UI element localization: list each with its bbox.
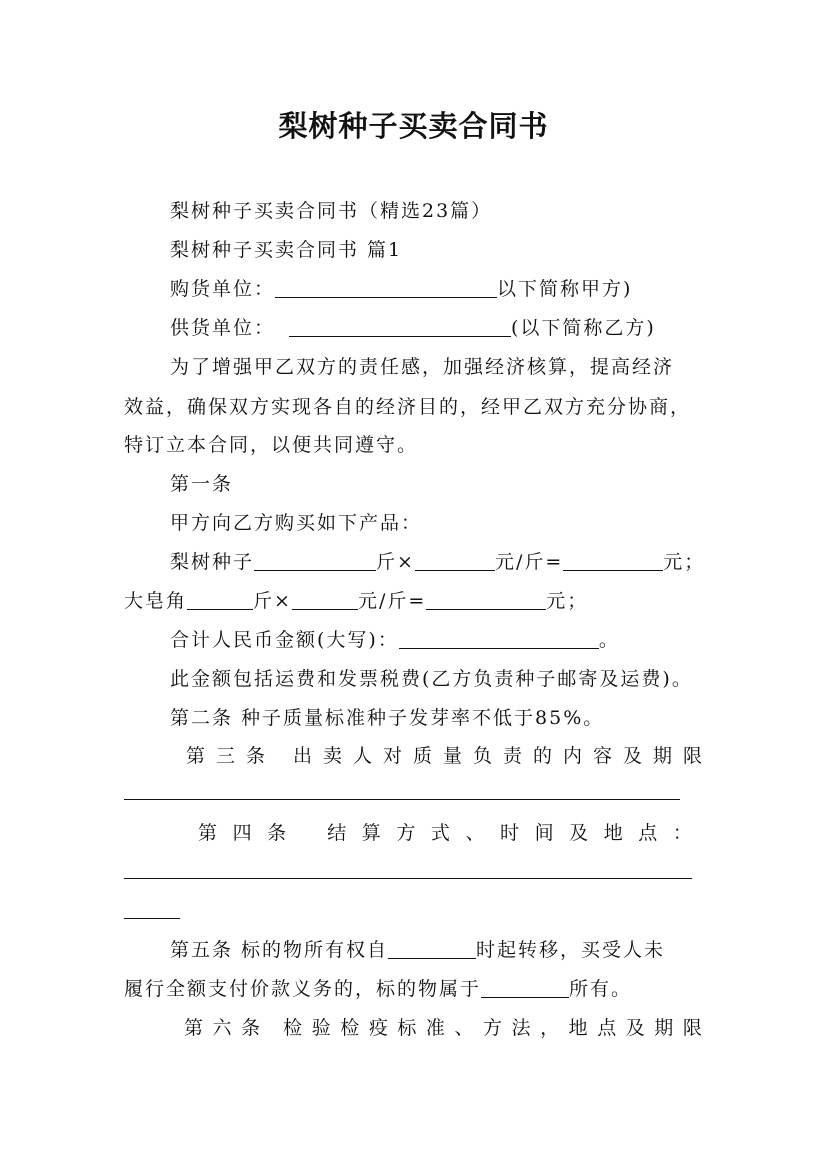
- intro-line-1: 为了增强甲乙双方的责任感，加强经济核算，提高经济: [170, 356, 675, 378]
- document-title: 梨树种子买卖合同书: [278, 109, 549, 143]
- fee-note: 此金额包括运费和发票税费(乙方负责种子邮寄及运费)。: [170, 668, 693, 690]
- seller-line: [170, 315, 656, 341]
- article-6-heading: 第 六 条 检 验 检 疫 标 准 、 方 法 ， 地 点 及 期 限: [184, 1017, 702, 1039]
- article-5-time-blank: [388, 938, 476, 959]
- item-1-name: 梨树种子: [170, 551, 255, 573]
- intro-line-3: 特订立本合同，以便共同遵守。: [124, 434, 419, 456]
- item-1-line: [170, 549, 705, 575]
- article-5-prefix: 第五条 标的物所有权自: [170, 939, 389, 961]
- seller-suffix: (以下简称乙方): [511, 317, 656, 339]
- seller-label: 供货单位：: [170, 317, 276, 339]
- article-4-heading: 第 四 条 结 算 方 式 、 时 间 及 地 点 ：: [198, 822, 692, 844]
- item-2-name: 大皂角: [124, 590, 188, 612]
- buyer-label: 购货单位：: [170, 278, 276, 300]
- item-2-price-unit: 元/斤=: [357, 590, 427, 612]
- article-4-blank: [124, 878, 692, 879]
- buyer-suffix: 以下简称甲方): [497, 278, 633, 300]
- article-3-heading: 第 三 条 出 卖 人 对 质 量 负 责 的 内 容 及 期 限: [186, 745, 702, 767]
- article-5-line-2: [124, 976, 632, 1002]
- item-2-qty-blank: [187, 589, 253, 610]
- section-heading: 梨树种子买卖合同书 篇1: [170, 239, 403, 261]
- item-1-end: 元；: [663, 551, 706, 573]
- article-3-blank: [124, 799, 680, 800]
- buyer-line: [170, 276, 632, 302]
- subtitle: 梨树种子买卖合同书（精选23篇）: [170, 200, 493, 222]
- item-1-price-blank: [415, 550, 495, 571]
- total-line: [170, 627, 620, 653]
- intro-line-2: 效益，确保双方实现各自的经济目的，经甲乙双方充分协商，: [124, 396, 692, 418]
- total-blank: [399, 628, 599, 649]
- buyer-blank: [275, 277, 497, 298]
- item-2-unit: 斤×: [253, 590, 292, 612]
- item-1-unit: 斤×: [376, 551, 415, 573]
- item-1-price-unit: 元/斤=: [494, 551, 564, 573]
- article-4-blank-end: [124, 918, 180, 919]
- total-end: 。: [598, 629, 620, 651]
- article-1-text: 甲方向乙方购买如下产品：: [170, 512, 423, 534]
- article-5-middle: 时起转移，买受人未: [476, 939, 666, 961]
- article-5-line2-end: 所有。: [569, 978, 633, 1000]
- article-2: 第二条 种子质量标准种子发芽率不低于85%。: [170, 707, 605, 729]
- seller-blank: [289, 316, 511, 337]
- article-5-owner-blank: [481, 977, 569, 998]
- article-5-line-1: [170, 937, 665, 963]
- article-1-title: 第一条: [170, 473, 234, 495]
- item-1-total-blank: [563, 550, 663, 571]
- total-label: 合计人民币金额(大写)：: [170, 629, 399, 651]
- item-1-qty-blank: [254, 550, 376, 571]
- item-2-end: 元；: [546, 590, 589, 612]
- item-2-total-blank: [426, 589, 546, 610]
- article-5-line2-prefix: 履行全额支付价款义务的，标的物属于: [124, 978, 482, 1000]
- item-2-line: [124, 588, 588, 614]
- item-2-price-blank: [292, 589, 358, 610]
